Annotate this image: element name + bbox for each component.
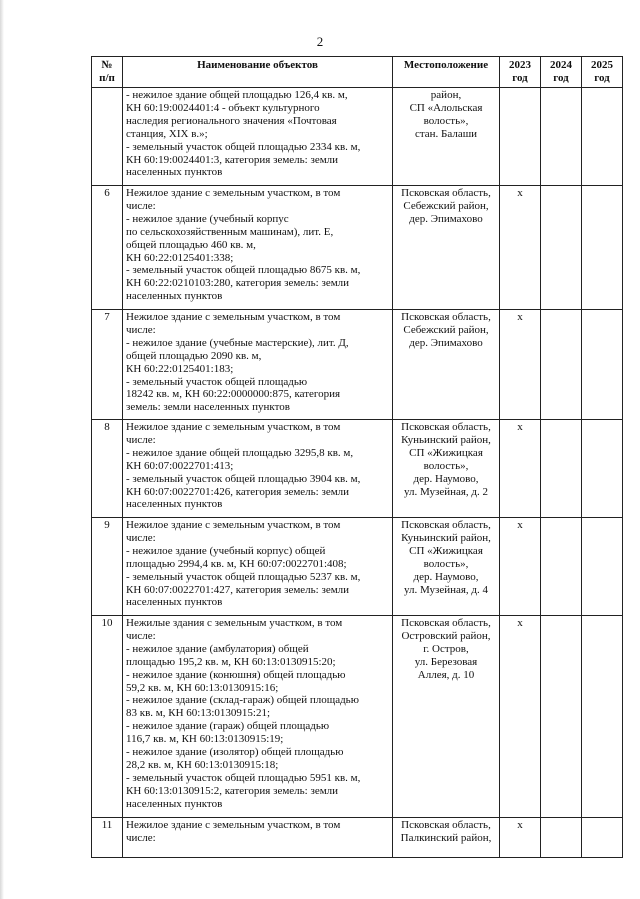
object-name: Нежилое здание с земельным участком, в том числе: - нежилое здание (учебные мастерские), лит. Д, общей площадью 2090 кв. м, КН 60:22:0125401:183; - земельный участок общей площадью 18242 кв. м, КН 60:22:0000000:875, категория земель: земли населенных пунктов <box>123 310 393 420</box>
year-2024-mark <box>541 186 582 310</box>
page-edge-shadow <box>0 0 4 899</box>
year-2024-mark <box>541 420 582 518</box>
object-name: Нежилое здание с земельным участком, в том числе: <box>123 818 393 858</box>
table-row <box>92 818 623 858</box>
table-row <box>92 310 623 420</box>
row-number <box>92 88 123 186</box>
year-2023-mark: х <box>500 518 541 616</box>
object-location: Псковская область, Куньинский район, СП «Жижицкая волость», дер. Наумово, ул. Музейная, д. 4 <box>393 518 500 616</box>
year-2024-mark <box>541 616 582 818</box>
object-name: Нежилые здания с земельным участком, в том числе: - нежилое здание (амбулатория) общей площадью 195,2 кв. м, КН 60:13:0130915:20; - нежилое здание (конюшня) общей площадью 59,2 кв. м, КН 60:13:0130915:16; - нежилое здание (склад-гараж) общей площадью 83 кв. м, КН 60:13:0130915:21; - нежилое здание (гараж) общей площадью 116,7 кв. м, КН 60:13:0130915:19; - нежилое здание (изолятор) общей площадью 28,2 кв. м, КН 60:13:0130915:18; - земельный участок общей площадью 5951 кв. м, КН 60:13:0130915:2, категория земель: земли населенных пунктов <box>123 616 393 818</box>
year-2023-mark <box>500 88 541 186</box>
year-2025-mark <box>582 420 623 518</box>
object-location: Псковская область, Палкинский район, <box>393 818 500 858</box>
header-num: № п/п <box>92 57 123 88</box>
object-name: Нежилое здание с земельным участком, в том числе: - нежилое здание (учебный корпус) общей площадью 2994,4 кв. м, КН 60:07:0022701:408; - земельный участок общей площадью 5237 кв. м, КН 60:07:0022701:427, категория земель: земли населенных пунктов <box>123 518 393 616</box>
object-location: Псковская область, Себежский район, дер. Эпимахово <box>393 310 500 420</box>
table-row <box>92 616 623 818</box>
page-number: 2 <box>316 34 324 49</box>
year-2024-mark <box>541 518 582 616</box>
header-location: Местоположение <box>393 57 500 88</box>
header-name: Наименование объектов <box>123 57 393 88</box>
object-name: Нежилое здание с земельным участком, в том числе: - нежилое здание (учебный корпус по сельскохозяйственным машинам), лит. Е, общей площадью 460 кв. м, КН 60:22:0125401:338; - земельный участок общей площадью 8675 кв. м, КН 60:22:0210103:280, категория земель: земли населенных пунктов <box>123 186 393 310</box>
header-2023: 2023 год <box>500 57 541 88</box>
object-location: Псковская область, Себежский район, дер. Эпимахово <box>393 186 500 310</box>
table-row <box>92 420 623 518</box>
year-2025-mark <box>582 818 623 858</box>
header-2024: 2024 год <box>541 57 582 88</box>
row-number: 9 <box>92 518 123 616</box>
year-2023-mark: х <box>500 616 541 818</box>
object-name: Нежилое здание с земельным участком, в том числе: - нежилое здание общей площадью 3295,8 кв. м, КН 60:07:0022701:413; - земельный участок общей площадью 3904 кв. м, КН 60:07:0022701:426, категория земель: земли населенных пунктов <box>123 420 393 518</box>
year-2023-mark: х <box>500 818 541 858</box>
table-header-row <box>92 57 623 88</box>
year-2023-mark: х <box>500 310 541 420</box>
year-2025-mark <box>582 518 623 616</box>
year-2023-mark: х <box>500 186 541 310</box>
year-2025-mark <box>582 616 623 818</box>
row-number: 6 <box>92 186 123 310</box>
table-row <box>92 186 623 310</box>
year-2024-mark <box>541 310 582 420</box>
row-number: 8 <box>92 420 123 518</box>
row-number: 11 <box>92 818 123 858</box>
table-row <box>92 518 623 616</box>
year-2025-mark <box>582 186 623 310</box>
object-location: Псковская область, Островский район, г. Остров, ул. Березовая Аллея, д. 10 <box>393 616 500 818</box>
row-number: 10 <box>92 616 123 818</box>
header-2025: 2025 год <box>582 57 623 88</box>
year-2025-mark <box>582 88 623 186</box>
year-2024-mark <box>541 88 582 186</box>
year-2023-mark: х <box>500 420 541 518</box>
object-location: район, СП «Алольская волость», стан. Балаши <box>393 88 500 186</box>
object-name: - нежилое здание общей площадью 126,4 кв. м, КН 60:19:0024401:4 - объект культурного наследия регионального значения «Почтовая станция, XIX в.»; - земельный участок общей площадью 2334 кв. м, КН 60:19:0024401:3, категория земель: земли населенных пунктов <box>123 88 393 186</box>
year-2025-mark <box>582 310 623 420</box>
year-2024-mark <box>541 818 582 858</box>
object-location: Псковская область, Куньинский район, СП «Жижицкая волость», дер. Наумово, ул. Музейная, д. 2 <box>393 420 500 518</box>
table-row <box>92 88 623 186</box>
objects-table <box>91 56 623 858</box>
row-number: 7 <box>92 310 123 420</box>
